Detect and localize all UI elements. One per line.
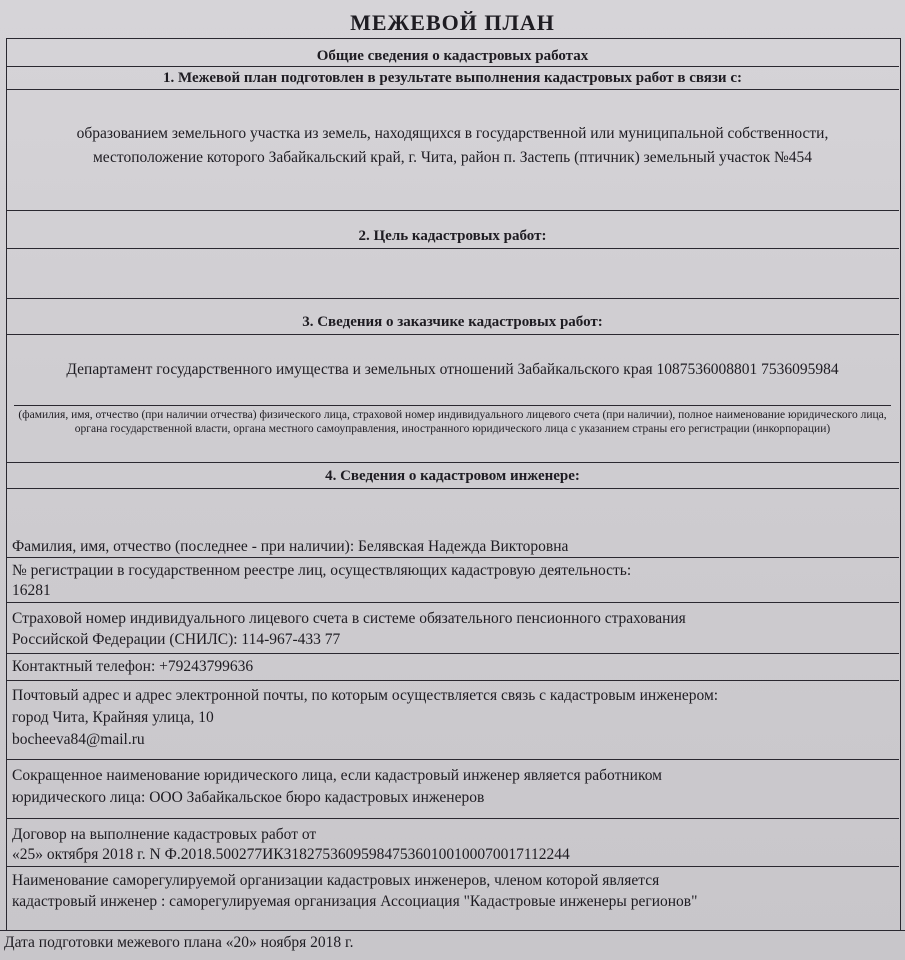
contact-phone: Контактный телефон: +79243799636: [12, 658, 254, 675]
divider: [6, 557, 899, 558]
email: bocheeva84@mail.ru: [12, 731, 145, 748]
divider: [6, 602, 899, 603]
section1-text: образованием земельного участка из земель, находящихся в государственной или муниципальной собственности, местоположение которого Забайкальский край, г. Чита, район п. Застепь (птичник) земельный участок №454: [76, 125, 829, 166]
sro-line-2: кадастровый инженер : саморегулируемая организация Ассоциация "Кадастровые инженеры регионов": [12, 893, 698, 910]
divider: [6, 759, 899, 760]
org-line-1: Сокращенное наименование юридического лица, если кадастровый инженер является работником: [12, 767, 662, 784]
contract-line-2: «25» октября 2018 г. N Ф.2018.500277ИКЗ182753609598475360100100070017112244: [12, 846, 570, 863]
divider: [6, 653, 899, 654]
general-header: Общие сведения о кадастровых работах: [316, 48, 589, 64]
divider: [6, 818, 899, 819]
divider: [6, 866, 899, 867]
divider: [0, 930, 905, 931]
divider: [6, 210, 899, 211]
section1-header: 1. Межевой план подготовлен в результате выполнения кадастровых работ в связи с:: [163, 70, 742, 86]
preparation-date: Дата подготовки межевого плана «20» ноября 2018 г.: [4, 934, 354, 951]
underline: [14, 405, 891, 406]
contract-line-1: Договор на выполнение кадастровых работ от: [12, 826, 317, 843]
divider: [6, 89, 899, 90]
engineer-fio: Фамилия, имя, отчество (последнее - при наличии): Белявская Надежда Викторовна: [12, 538, 569, 555]
registration-value: 16281: [12, 582, 51, 599]
divider: [6, 66, 899, 67]
snils-line-2: Российской Федерации (СНИЛС): 114-967-433 77: [12, 631, 341, 648]
divider: [6, 248, 899, 249]
section4-header: 4. Сведения о кадастровом инженере:: [325, 468, 580, 484]
divider: [6, 334, 899, 335]
section3-header: 3. Сведения о заказчике кадастровых работ:: [302, 314, 603, 330]
snils-line-1: Страховой номер индивидуального лицевого счета в системе обязательного пенсионного страхования: [12, 610, 686, 627]
section3-note: (фамилия, имя, отчество (при наличии отчества) физического лица, страховой номер индивидуального лицевого счета (при наличии), полное наименование юридического лица, органа государственной власти, органа местного самоуправления, иностранного юридического лица с указанием страны его регистрации (инкорпорации): [18, 409, 887, 435]
org-line-2: юридического лица: ООО Забайкальское бюро кадастровых инженеров: [12, 789, 485, 806]
divider: [6, 680, 899, 681]
sro-line-1: Наименование саморегулируемой организации кадастровых инженеров, членом которой является: [12, 872, 660, 889]
section2-header: 2. Цель кадастровых работ:: [358, 228, 547, 244]
section3-text: Департамент государственного имущества и земельных отношений Забайкальского края 1087536008801 7536095984: [66, 361, 839, 378]
divider: [6, 298, 899, 299]
divider: [6, 488, 899, 489]
document-title: МЕЖЕВОЙ ПЛАН: [350, 10, 555, 35]
registration-label: № регистрации в государственном реестре лиц, осуществляющих кадастровую деятельность:: [12, 562, 632, 579]
divider: [6, 462, 899, 463]
address-label: Почтовый адрес и адрес электронной почты, по которым осуществляется связь с кадастровым инженером:: [12, 687, 719, 704]
postal-address: город Чита, Крайняя улица, 10: [12, 709, 214, 726]
